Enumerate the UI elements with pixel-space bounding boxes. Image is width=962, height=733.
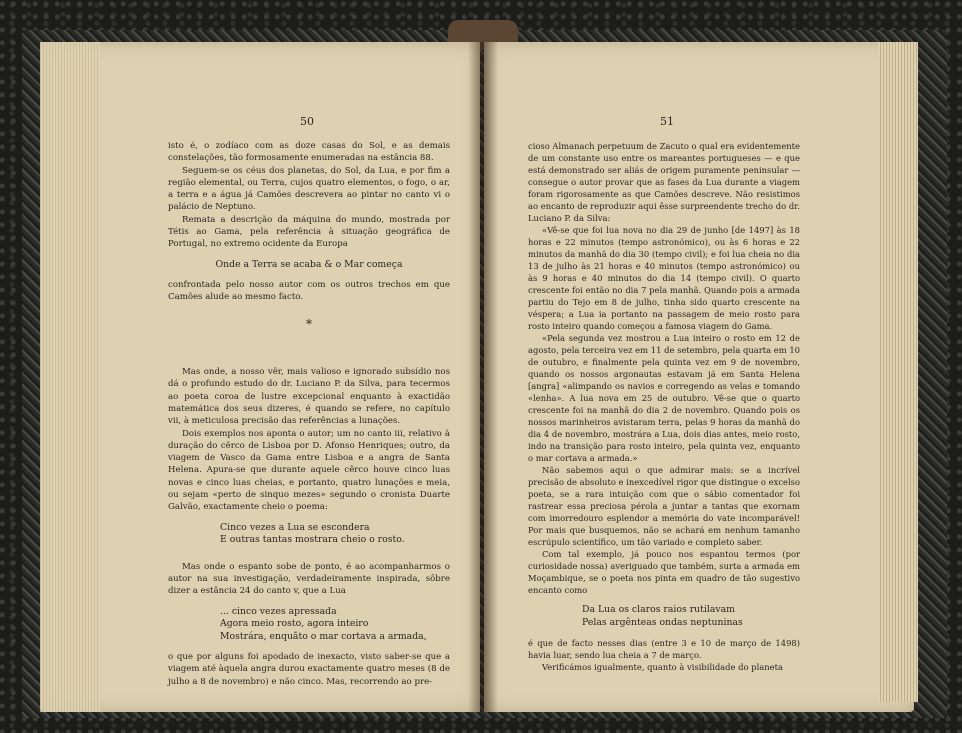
verse-quote: [220, 522, 450, 547]
verse-line: Pelas argênteas ondas neptuninas: [582, 616, 743, 628]
left-page-number: 50: [300, 115, 314, 128]
paragraph: Verificámos igualmente, quanto à visibilidade do planeta: [542, 662, 783, 672]
paragraph: é que de facto nesses dias (entre 3 e 10 de março de 1498) havia luar, sendo lua cheia a 7 de março.: [528, 638, 800, 660]
verse-quote: Onde a Terra se acaba & o Mar começa: [215, 258, 403, 270]
paragraph: «Vê-se que foi lua nova no dia 29 de junho [de 1497] às 18 horas e 22 minutos (tempo astronómico), ou às 6 horas e 22 minutos da manhã do dia 30 (tempo civil); e foi lua cheia no dia 13 de julho às 21 horas e 40 minutos (tempo astronómico) ou às 9 horas e 40 minutos do dia 14 (tempo civil). O quarto crescente foi então no dia 7 pela manhã. Quando pois a armada partiu do Tejo em 8 de julho, tinha sido quarto crescente na véspera; a Lua ia portanto na passagem de meio rosto para rosto inteiro quando começou a famosa viagem do Gama.: [528, 225, 800, 331]
verse-line: Agora meio rosto, agora inteiro: [220, 618, 369, 630]
paragraph: Com tal exemplo, já pouco nos espantou termos (por curiosidade nossa) averiguado que também, surta a armada em Moçambique, se o poeta nos pinta em quadro de tão sugestivo encanto como: [528, 549, 800, 595]
verse-line: Cinco vezes a Lua se escondera: [220, 521, 370, 533]
paragraph: Remata a descrição da máquina do mundo, mostrada por Tétis ao Gama, pela referência à situação geográfica de Portugal, no extremo ocidente da Europa: [168, 214, 450, 250]
paragraph: cioso Almanach perpetuum de Zacuto o qual era evidentemente de um constante uso entre os mareantes portugueses — e que está demonstrado ser aliás de origem puramente peninsular — consegue o autor provar que as fases da Lua durante a viagem foram rigorosamente as que Camões descreve. Não resistimos ao encanto de reproduzir aqui êsse surpreendente trecho do dr. Luciano P. da Silva:: [528, 141, 800, 223]
paragraph: Seguem-se os céus dos planetas, do Sol, da Lua, e por fim a região elemental, ou Terra, cujos quatro elementos, o fogo, o ar, a terra e a água já Camões descrevera ao pintar no canto vi o palácio de Neptuno.: [168, 165, 450, 213]
paragraph: Não sabemos aqui o que admirar mais: se a incrível precisão de absoluto e inexcedível rigor que distingue o excelso poeta, se a rara intuição com que o sábio comentador foi rastrear essa preciosa pérola a juntar a tantas que exornam com imorredouro esplendor a memória do vate incomparável! Por mais que busquemos, não se achará em nenhum tamanho escrúpulo scientífico, um tão variado e completo saber.: [528, 465, 800, 547]
left-page-text: [168, 140, 450, 688]
paragraph: isto é, o zodíaco com as doze casas do Sol, e as demais constelações, tão formosamente enumeradas na estância 88.: [168, 141, 450, 164]
paragraph: Mas onde o espanto sobe de ponto, é ao acompanharmos o autor na sua investigação, verdadeiramente inspirada, sôbre dizer a estância 24 do canto v, que a Lua: [168, 561, 450, 597]
right-page-edges: [878, 42, 918, 702]
verse-line: E outras tantas mostrara cheio o rosto.: [220, 534, 405, 546]
paragraph: o que por alguns foi apodado de inexacto, visto saber-se que a viagem até àquela angra durou exactamente quatro meses (8 de julho a 8 de novembro) e não cinco. Mas, recorrendo ao pre-: [168, 652, 450, 687]
verse-quote: [220, 606, 450, 644]
verse-line: Mostrára, enquãto o mar cortava a armada,: [220, 630, 427, 642]
paragraph: Dois exemplos nos aponta o autor; um no canto iii, relativo à duração do cêrco de Lisboa por D. Afonso Henriques; outro, da viagem de Vasco da Gama entre Lisboa e a angra de Santa Helena. Apura-se que durante aquele cêrco houve cinco luas novas e cinco luas cheias, e portanto, quatro lunações e meia, ou sejam «perto de sinquo mezes» segundo o cronista Duarte Galvão, exactamente cheio o poema:: [168, 428, 450, 513]
verse-line: ... cinco vezes apressada: [220, 605, 337, 617]
gutter-shadow: [468, 42, 498, 712]
section-separator: *: [306, 316, 312, 331]
verse-line: Da Lua os claros raios rutilavam: [582, 604, 735, 615]
paragraph: confrontada pelo nosso autor com os outros trechos em que Camões alude ao mesmo facto.: [168, 280, 450, 303]
right-page-text: [528, 140, 800, 673]
left-page-edges: [40, 42, 100, 712]
verse-quote: [582, 604, 800, 629]
paragraph: Mas onde, a nosso vêr, mais valioso e ignorado subsídio nos dá o profundo estudo do dr. Luciano P. da Silva, para tecermos ao poeta coroa de lustre excepcional enquanto à exactidão matemática dos seus dizeres, é quando se refere, no capítulo vii, à meticulosa precisão das referências a lunações.: [168, 367, 450, 427]
paragraph: «Pela segunda vez mostrou a Lua inteiro o rosto em 12 de agosto, pela terceira vez em 11 de setembro, pela quarta em 10 de outubro, e finalmente pela quinta vez em 9 de novembro, quando os nossos argonautas estavam já em Santa Helena [angra] «alimpando os navios e corregendo as velas e tomando «lenha». A lua nova em 25 de outubro. Vê-se que o quarto crescente foi na manhã do dia 2 de novembro. Quando pois os nossos marinheiros avistaram terra, pelas 9 horas da manhã do dia 4 de novembro, mostrára a Lua, dois dias antes, meio rosto, indo na transição para rosto inteiro, pela quinta vez, enquanto o mar cortava a armada.»: [528, 333, 800, 463]
right-page-number: 51: [660, 115, 674, 128]
